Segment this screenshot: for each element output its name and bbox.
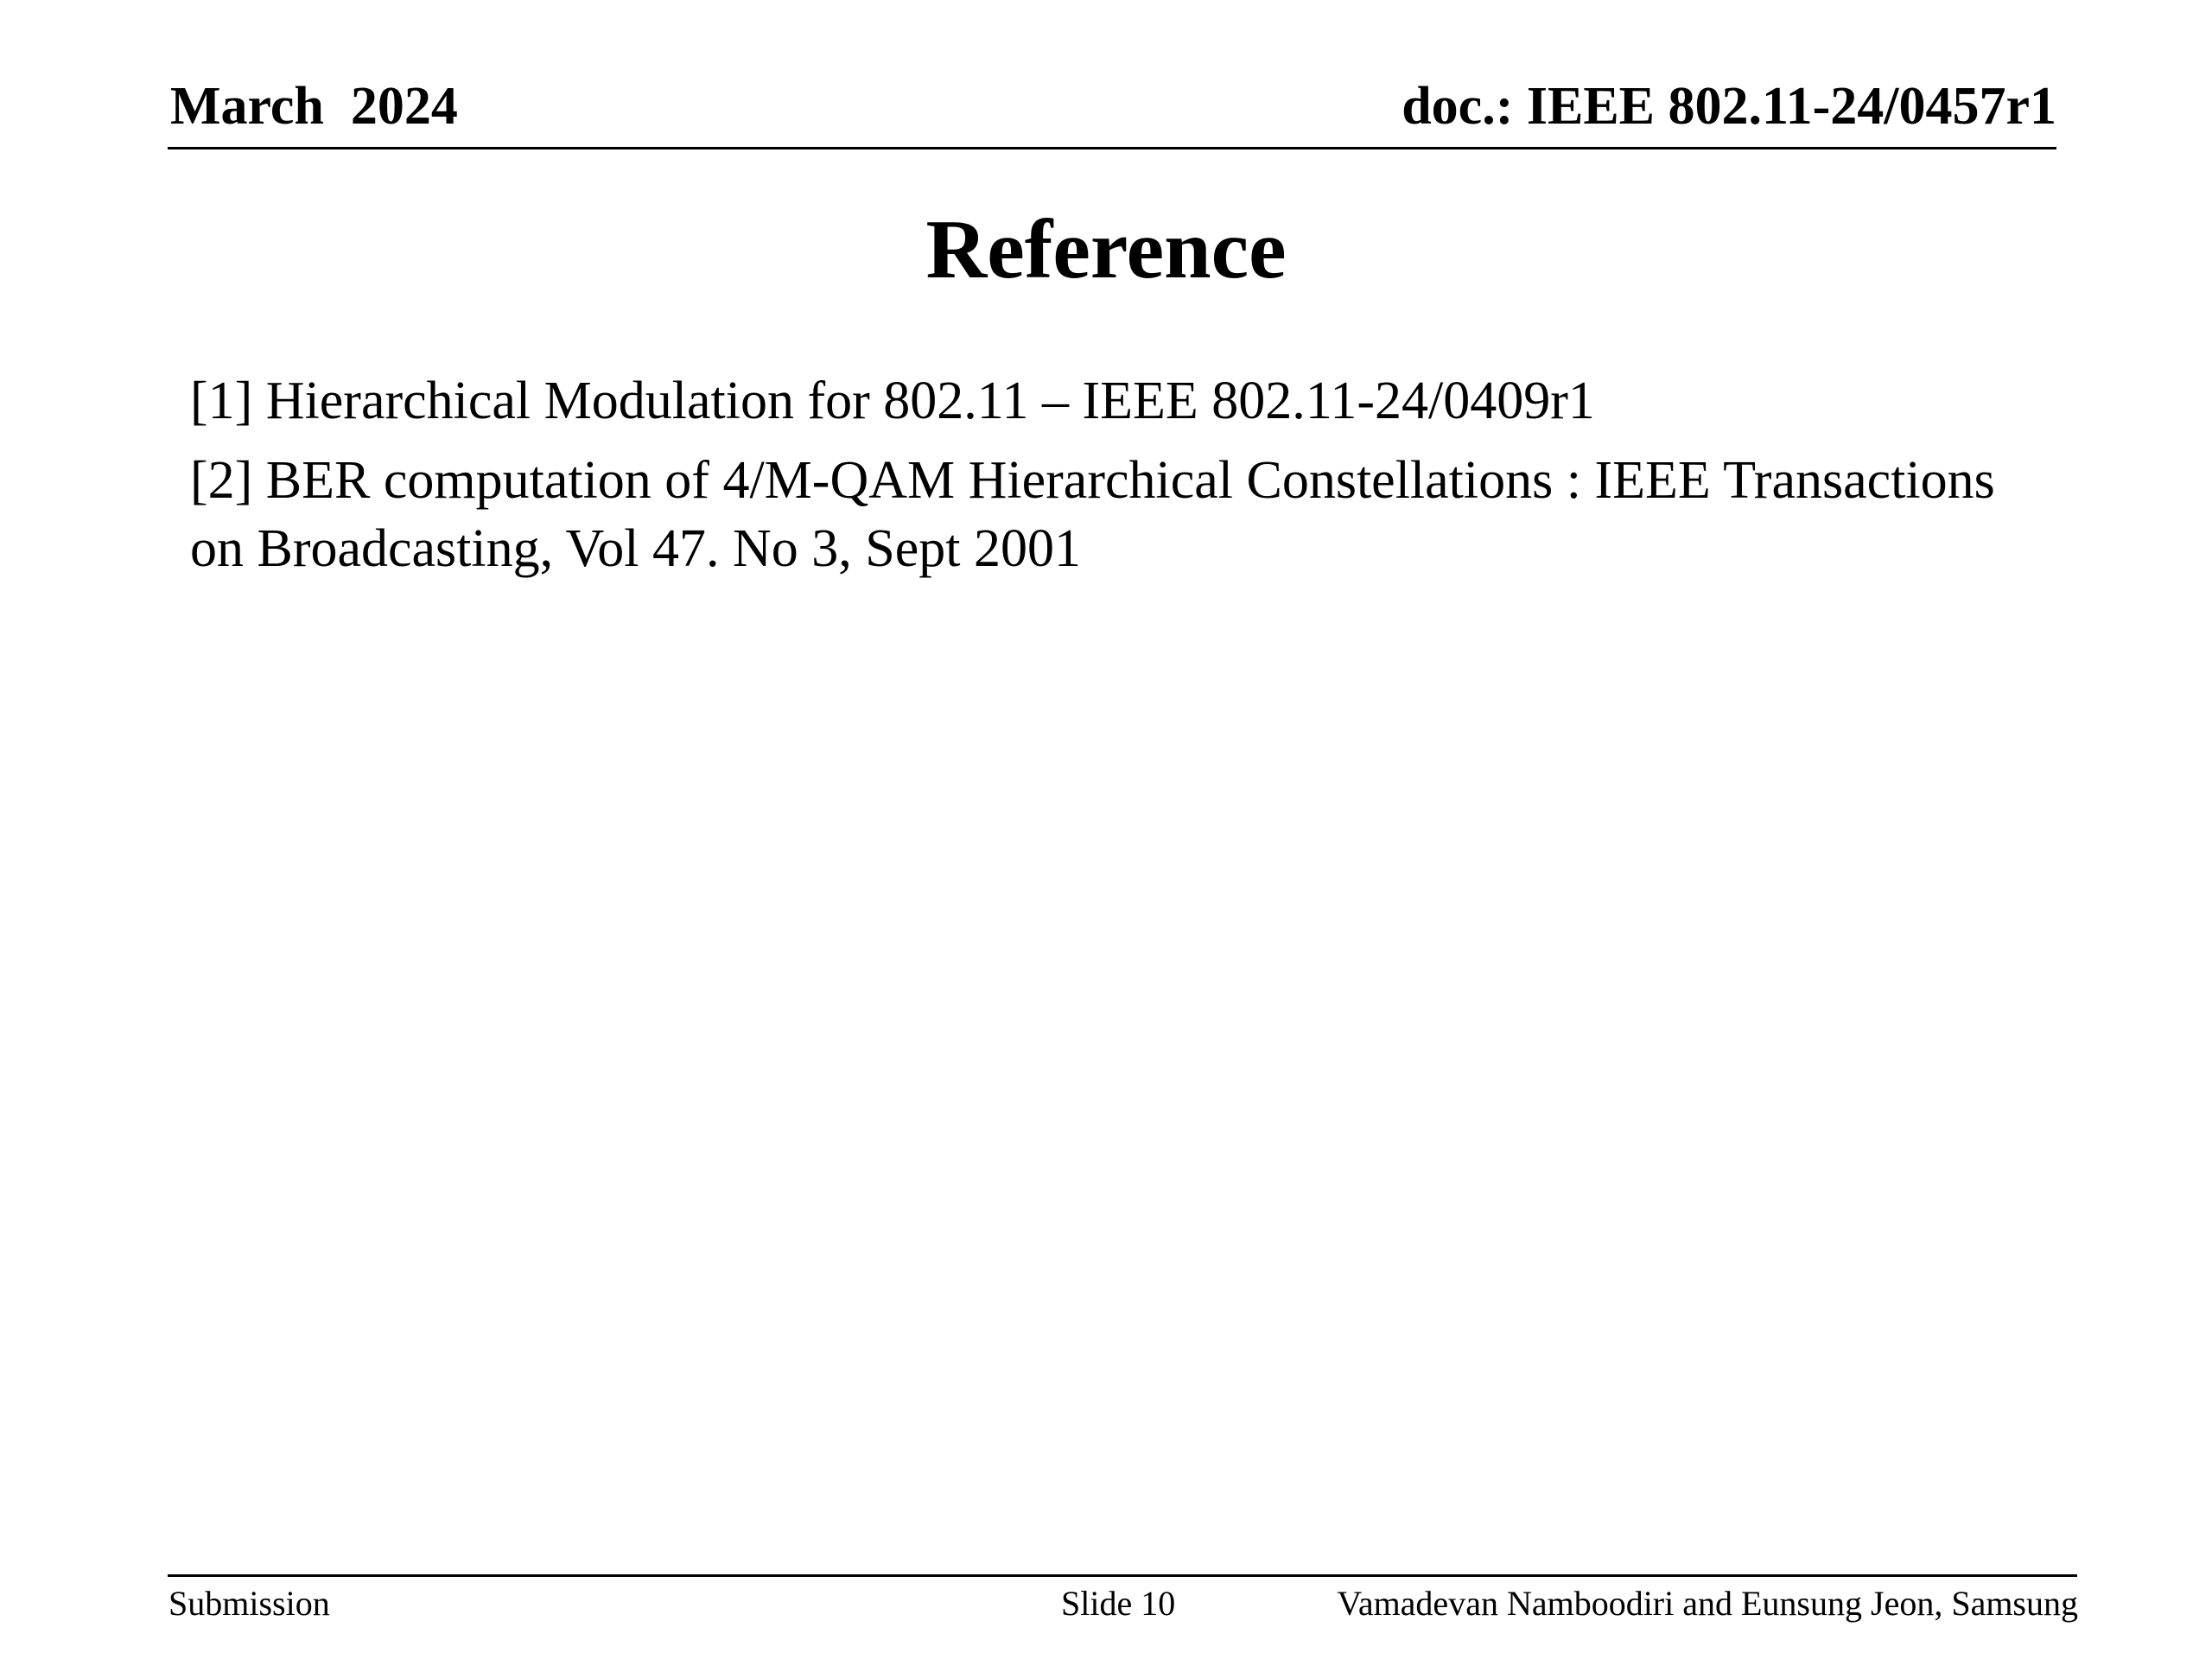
slide-title: Reference: [925, 203, 1287, 296]
footer-slide-number: Slide 10: [1061, 1584, 1176, 1623]
header-doc-number: doc.: IEEE 802.11-24/0457r1: [1402, 77, 2056, 136]
reference-list: [190, 367, 2048, 594]
header-date: March 2024: [170, 77, 458, 136]
footer-authors: Vamadevan Namboodiri and Eunsung Jeon, Samsung: [1337, 1584, 2078, 1623]
reference-item-2: [2] BER computation of 4/M-QAM Hierarchical Constellations : IEEE Transactions on Broadcasting, Vol 47. No 3, Sept 2001: [190, 451, 1995, 578]
footer-rule: [168, 1574, 2077, 1577]
reference-item-1: [1] Hierarchical Modulation for 802.11 – IEEE 802.11-24/0409r1: [190, 372, 1595, 430]
footer-submission: Submission: [168, 1584, 330, 1623]
header-rule: [168, 147, 2056, 149]
